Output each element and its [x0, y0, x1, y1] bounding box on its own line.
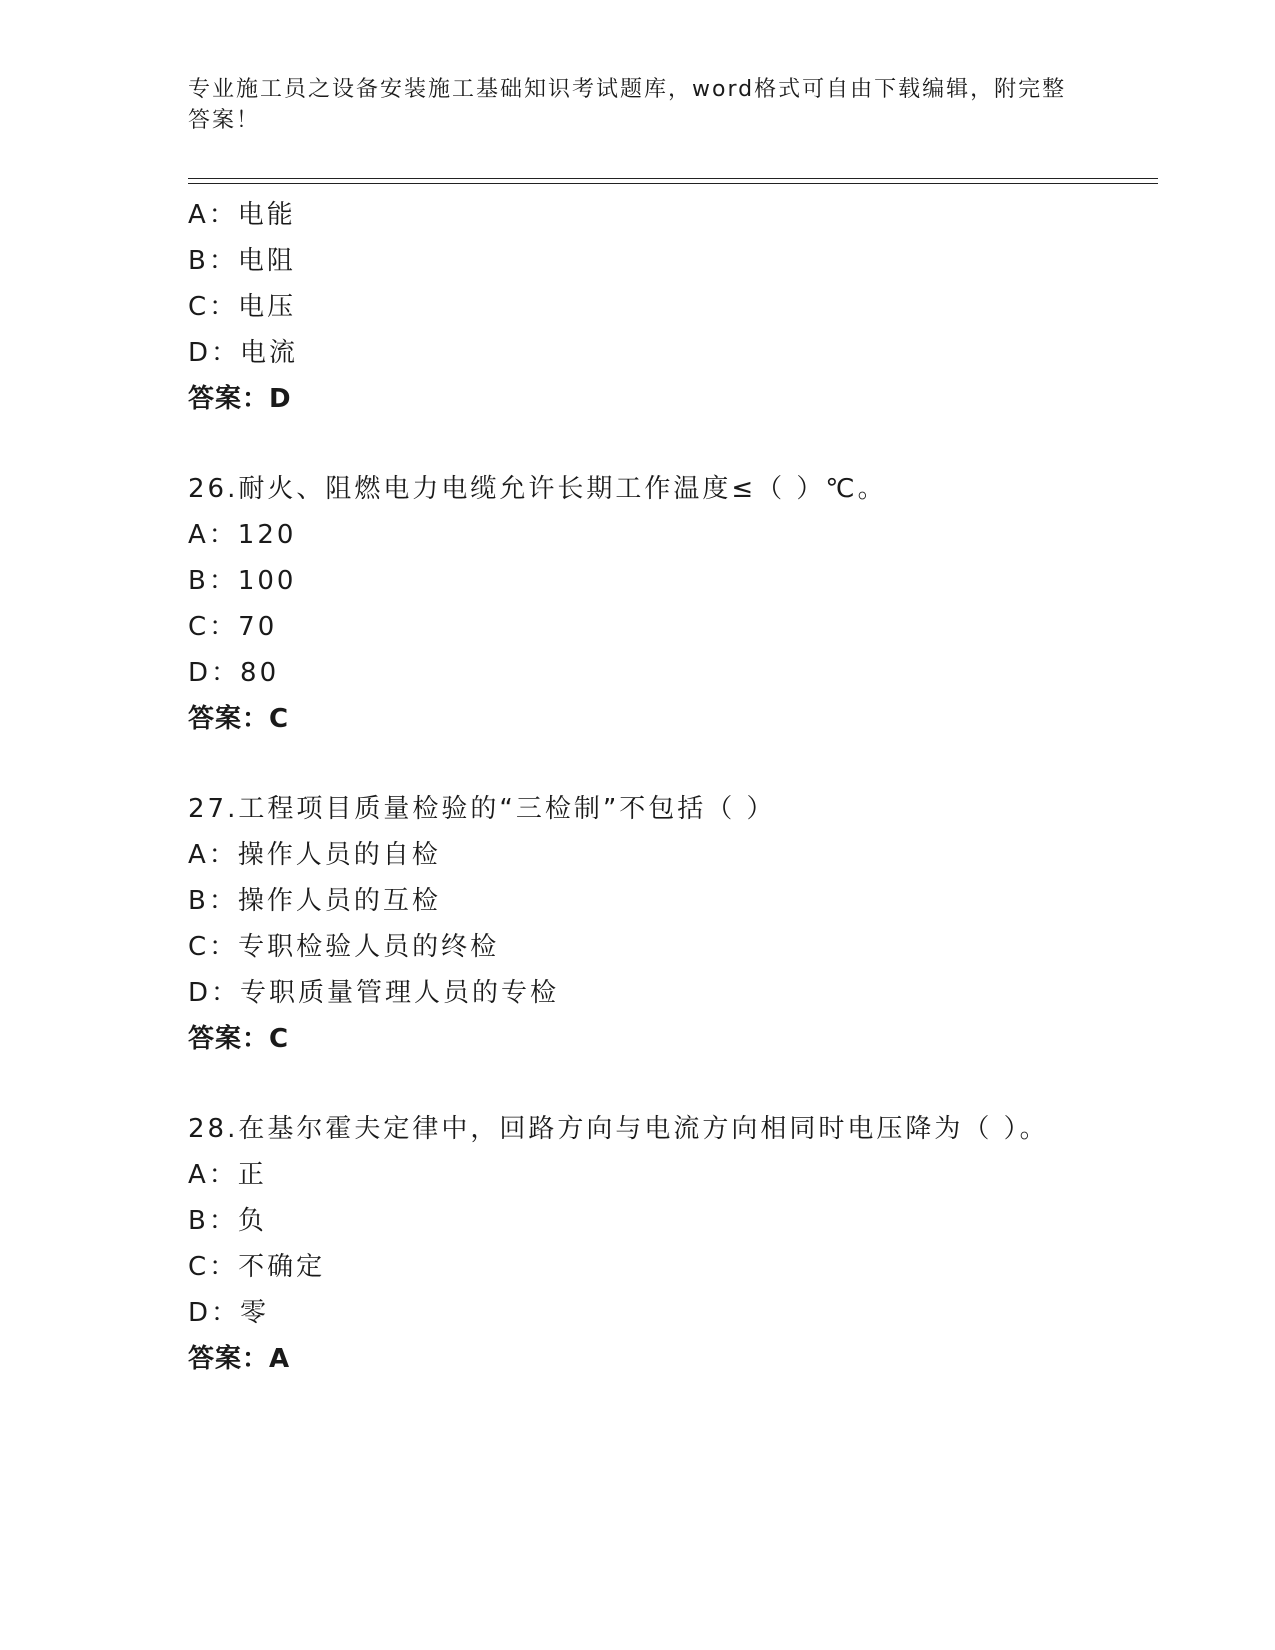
answer-line: 答案：C [188, 1024, 290, 1054]
option-c: C：不确定 [188, 1252, 326, 1282]
option-a: A：操作人员的自检 [188, 840, 441, 870]
header-divider-bottom [188, 183, 1158, 184]
option-a: A：120 [188, 520, 297, 550]
option-b: B：负 [188, 1206, 267, 1236]
option-d: D：电流 [188, 338, 299, 368]
option-d: D：零 [188, 1298, 270, 1328]
header-divider-top [188, 178, 1158, 179]
prev-question-block [188, 192, 1158, 422]
option-b: B：100 [188, 566, 297, 596]
option-d: D：专职质量管理人员的专检 [188, 978, 560, 1008]
answer-line: 答案：D [188, 384, 292, 414]
question-26-block [188, 466, 1158, 742]
question-stem: 28.在基尔霍夫定律中，回路方向与电流方向相同时电压降为（ ）。 [188, 1114, 1049, 1144]
question-27-block [188, 786, 1158, 1062]
option-c: C：专职检验人员的终检 [188, 932, 500, 962]
document-header: 专业施工员之设备安装施工基础知识考试题库，word格式可自由下载编辑，附完整答案！ [188, 77, 1067, 133]
question-stem: 27.工程项目质量检验的“三检制”不包括（ ） [188, 794, 776, 824]
question-28-block [188, 1106, 1158, 1382]
question-list [188, 192, 1158, 1382]
answer-line: 答案：A [188, 1344, 291, 1374]
option-c: C：70 [188, 612, 278, 642]
question-stem: 26.耐火、阻燃电力电缆允许长期工作温度≤（ ）℃。 [188, 474, 887, 504]
answer-line: 答案：C [188, 704, 290, 734]
option-c: C：电压 [188, 292, 297, 322]
option-d: D：80 [188, 658, 280, 688]
option-b: B：电阻 [188, 246, 296, 276]
option-b: B：操作人员的互检 [188, 886, 441, 916]
option-a: A：正 [188, 1160, 267, 1190]
option-a: A：电能 [188, 200, 296, 230]
